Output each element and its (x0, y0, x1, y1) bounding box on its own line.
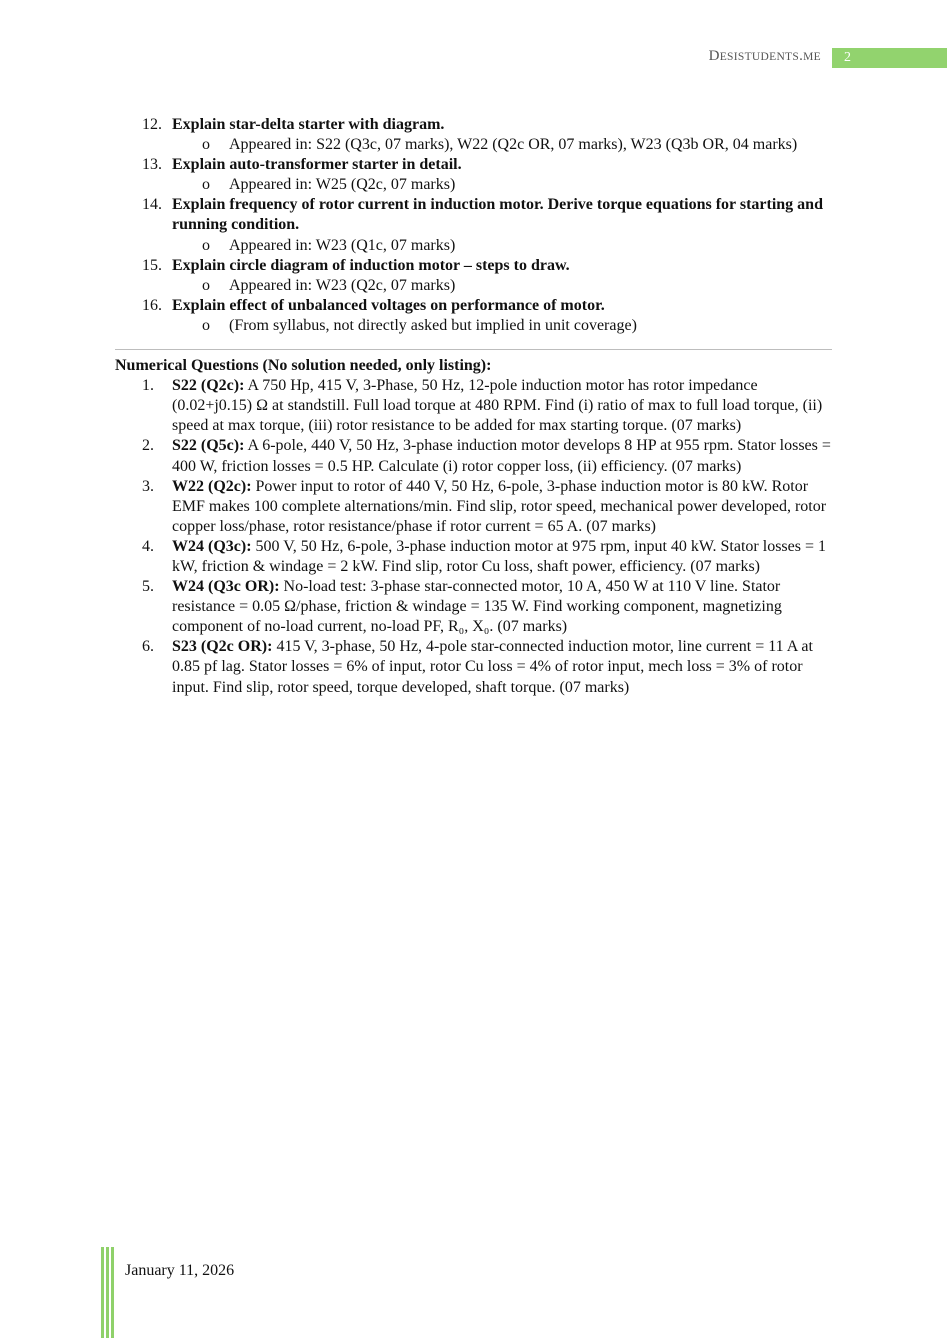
site-name-initial: D (708, 48, 720, 64)
numerical-number: 1. (142, 377, 154, 395)
subitem-text: Appeared in: W25 (Q2c, 07 marks) (229, 176, 456, 194)
numerical-tag: W22 (Q2c): (172, 477, 252, 495)
footer-bar (111, 1247, 114, 1338)
question-title: Explain auto-transformer starter in detail. (172, 156, 462, 174)
question-title: Explain effect of unbalanced voltages on performance of motor. (172, 296, 605, 314)
subitem-text: Appeared in: W23 (Q2c, 07 marks) (229, 276, 456, 294)
question-number: 12. (142, 116, 162, 133)
question-number: 15. (142, 256, 162, 274)
question-number: 13. (142, 156, 162, 174)
question-sublist (172, 135, 837, 155)
subitem-text: Appeared in: S22 (Q3c, 07 marks), W22 (Q2c OR, 07 marks), W23 (Q3b OR, 04 marks) (229, 136, 798, 154)
numerical-item (115, 537, 837, 577)
site-name (709, 48, 821, 65)
page-number: 2 (844, 50, 851, 65)
document-body (115, 115, 837, 698)
footer-accent-bars (101, 1247, 115, 1338)
bullet-icon: o (202, 176, 210, 194)
question-number: 16. (142, 296, 162, 314)
numerical-text: No-load test: 3-phase star-connected motor, 10 A, 450 W at 110 V line. Stator resistance = 0.05 Ω/phase, friction & windage = 135 W. Find working component, magnetizing component of no-load current, no-load PF, R₀, X₀. (07 marks) (172, 578, 782, 636)
theory-question-list (115, 115, 837, 336)
question-subitem (172, 236, 837, 256)
section-divider (115, 349, 832, 350)
numerical-item (115, 477, 837, 537)
numerical-number: 5. (142, 578, 154, 596)
numerical-text: Power input to rotor of 440 V, 50 Hz, 6-pole, 3-phase induction motor is 80 kW. Rotor EMF makes 100 complete alternations/min. Find slip, rotor speed, mechanical power developed, rotor copper loss/phase, rotor resistance/phase if rotor current = 65 A. (07 marks) (172, 477, 827, 535)
bullet-icon: o (202, 136, 210, 154)
numerical-text: A 6-pole, 440 V, 50 Hz, 3-phase induction motor develops 8 HP at 955 rpm. Stator losses = 400 W, friction losses = 0.5 HP. Calculate (i) rotor copper loss, (ii) efficiency. (07 marks) (172, 437, 831, 475)
question-sublist (172, 175, 837, 195)
question-subitem (172, 316, 837, 336)
footer-bar (101, 1247, 104, 1338)
bullet-icon: o (202, 316, 210, 334)
numerical-tag: S22 (Q5c): (172, 437, 245, 455)
footer-date: January 11, 2026 (125, 1262, 235, 1279)
question-item (115, 115, 837, 155)
page-header (0, 48, 947, 68)
numerical-tag: W24 (Q3c): (172, 537, 252, 555)
site-name-tld: ME (803, 51, 821, 63)
numerical-number: 3. (142, 477, 154, 495)
question-item (115, 296, 837, 336)
question-subitem (172, 175, 837, 195)
numerical-item (115, 637, 837, 697)
subitem-text: Appeared in: W23 (Q1c, 07 marks) (229, 236, 456, 254)
question-title: Explain frequency of rotor current in induction motor. Derive torque equations for starting and running condition. (172, 196, 823, 234)
page-number-box (832, 48, 947, 68)
numerical-item (115, 376, 837, 436)
question-item (115, 256, 837, 296)
bullet-icon: o (202, 276, 210, 294)
question-subitem (172, 276, 837, 296)
question-item (115, 195, 837, 255)
bullet-icon: o (202, 236, 210, 254)
numerical-number: 6. (142, 638, 154, 656)
numerical-item (115, 436, 837, 476)
subitem-text: (From syllabus, not directly asked but implied in unit coverage) (229, 316, 637, 334)
numerical-text: 415 V, 3-phase, 50 Hz, 4-pole star-connected induction motor, line current = 11 A at 0.85 pf lag. Stator losses = 6% of input, rotor Cu loss = 4% of rotor input, mech loss = 3% of rotor input. Find slip, rotor speed, torque developed, shaft torque. (07 marks) (172, 638, 813, 696)
question-title: Explain circle diagram of induction motor – steps to draw. (172, 256, 570, 274)
question-sublist (172, 276, 837, 296)
numerical-question-list (115, 376, 837, 698)
numerical-item (115, 577, 837, 637)
numerical-number: 4. (142, 537, 154, 555)
question-sublist (172, 316, 837, 336)
numerical-heading: Numerical Questions (No solution needed, only listing): (115, 357, 492, 375)
question-item (115, 155, 837, 195)
numerical-tag: S22 (Q2c): (172, 377, 245, 395)
footer-bar (106, 1247, 109, 1338)
question-number: 14. (142, 196, 162, 214)
site-name-rest: ESISTUDENTS (719, 51, 800, 63)
numerical-text: A 750 Hp, 415 V, 3-Phase, 50 Hz, 12-pole induction motor has rotor impedance (0.02+j0.15) Ω at standstill. Full load torque at 480 RPM. Find (i) ratio of max to full load torque, (ii) speed at max torque, (iii) rotor resistance to be added for max starting torque. (07 marks) (172, 377, 823, 435)
site-name-dot: . (799, 48, 804, 64)
question-sublist (172, 236, 837, 256)
question-subitem (172, 135, 837, 155)
numerical-text: 500 V, 50 Hz, 6-pole, 3-phase induction motor at 975 rpm, input 40 kW. Stator losses = 1 kW, friction & windage = 2 kW. Find slip, rotor Cu loss, shaft power, efficiency. (07 marks) (172, 537, 826, 575)
question-title: Explain star-delta starter with diagram. (172, 116, 445, 133)
numerical-tag: S23 (Q2c OR): (172, 638, 273, 656)
numerical-number: 2. (142, 437, 154, 455)
numerical-tag: W24 (Q3c OR): (172, 578, 280, 596)
